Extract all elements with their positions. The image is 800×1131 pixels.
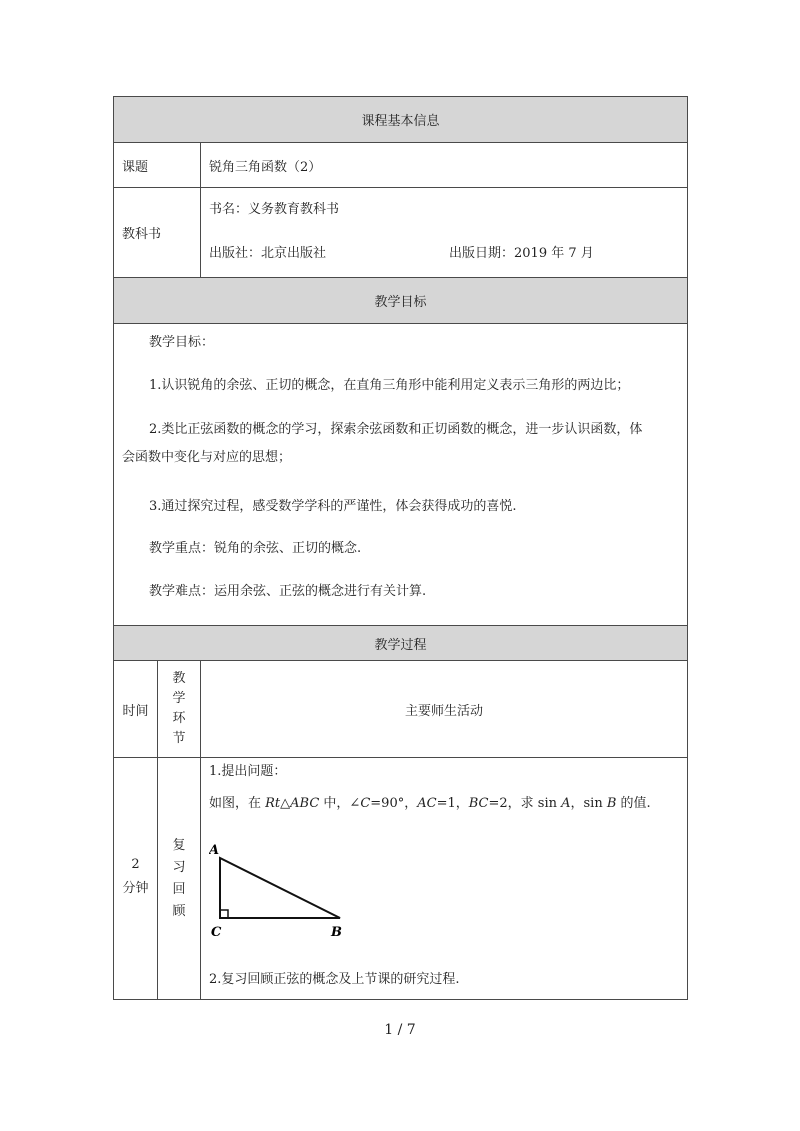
vertex-label-b: B xyxy=(331,925,342,940)
triangle-shape xyxy=(220,858,340,918)
q-math: BC xyxy=(468,796,489,811)
stage-char: 回 xyxy=(172,881,186,897)
publish-date: 出版日期：2019 年 7 月 xyxy=(449,246,594,261)
q-text: =1， xyxy=(436,796,469,811)
q-text: =2，求 sin xyxy=(488,796,562,811)
question-title: 1.提出问题： xyxy=(209,764,287,779)
time-number: 2 xyxy=(131,856,140,872)
q-math: Rt xyxy=(265,796,281,811)
objective-item-2-line2: 会函数中变化与对应的思想； xyxy=(122,450,292,465)
time-cell xyxy=(114,758,158,1000)
publisher: 出版社：北京出版社 xyxy=(209,246,327,261)
page-number: 1 / 7 xyxy=(384,1022,416,1038)
stage-char: 习 xyxy=(172,859,186,875)
book-name: 书名：义务教育教科书 xyxy=(209,202,340,217)
objective-item-1: 1.认识锐角的余弦、正切的概念，在直角三角形中能利用定义表示三角形的两边比； xyxy=(149,378,630,393)
textbook-info xyxy=(201,188,688,278)
lesson-plan-table xyxy=(113,96,688,1000)
textbook-label: 教科书 xyxy=(114,188,201,278)
col-time-header: 时间 xyxy=(114,661,158,758)
topic-value: 锐角三角函数（2） xyxy=(201,143,688,188)
q-math: B xyxy=(606,796,617,811)
activity-cell xyxy=(201,758,688,1000)
course-info-header: 课程基本信息 xyxy=(114,97,688,143)
key-point: 教学重点：锐角的余弦、正切的概念. xyxy=(149,541,362,556)
review-text: 2.复习回顾正弦的概念及上节课的研究过程. xyxy=(209,972,460,987)
objectives-header: 教学目标 xyxy=(114,278,688,324)
q-math: C xyxy=(360,796,371,811)
q-text: 中，∠ xyxy=(319,796,361,811)
stage-header-char: 环 xyxy=(172,711,186,726)
question-text xyxy=(209,794,651,814)
q-text: △ xyxy=(280,796,291,811)
q-text: 的值. xyxy=(616,796,651,811)
process-header: 教学过程 xyxy=(114,626,688,661)
stage-char: 复 xyxy=(172,837,186,853)
topic-label: 课题 xyxy=(114,143,201,188)
q-text: =90°， xyxy=(370,796,418,811)
objective-item-3: 3.通过探究过程，感受数学学科的严谨性，体会获得成功的喜悦. xyxy=(149,499,517,514)
q-math: AC xyxy=(417,796,437,811)
vertex-label-c: C xyxy=(211,925,222,940)
vertex-label-a: A xyxy=(209,843,220,858)
stage-cell xyxy=(158,758,201,1000)
difficulty: 教学难点：运用余弦、正弦的概念进行有关计算. xyxy=(149,584,427,599)
stage-header-char: 教 xyxy=(172,671,186,686)
right-triangle-figure xyxy=(209,838,369,948)
objective-item-2-line1: 2.类比正弦函数的概念的学习，探索余弦函数和正切函数的概念，进一步认识函数，体 xyxy=(149,422,643,437)
col-stage-header xyxy=(158,661,201,758)
time-unit: 分钟 xyxy=(122,880,149,896)
q-text: 如图，在 xyxy=(209,796,266,811)
objectives-body xyxy=(114,324,688,626)
stage-header-char: 节 xyxy=(172,731,186,746)
q-math: ABC xyxy=(290,796,320,811)
stage-header-char: 学 xyxy=(172,691,186,706)
col-activity-header: 主要师生活动 xyxy=(201,661,688,758)
objectives-intro: 教学目标： xyxy=(149,335,215,350)
q-math: A xyxy=(561,796,571,811)
q-text: ，sin xyxy=(570,796,607,811)
right-angle-mark xyxy=(220,910,228,918)
stage-char: 顾 xyxy=(172,903,186,919)
